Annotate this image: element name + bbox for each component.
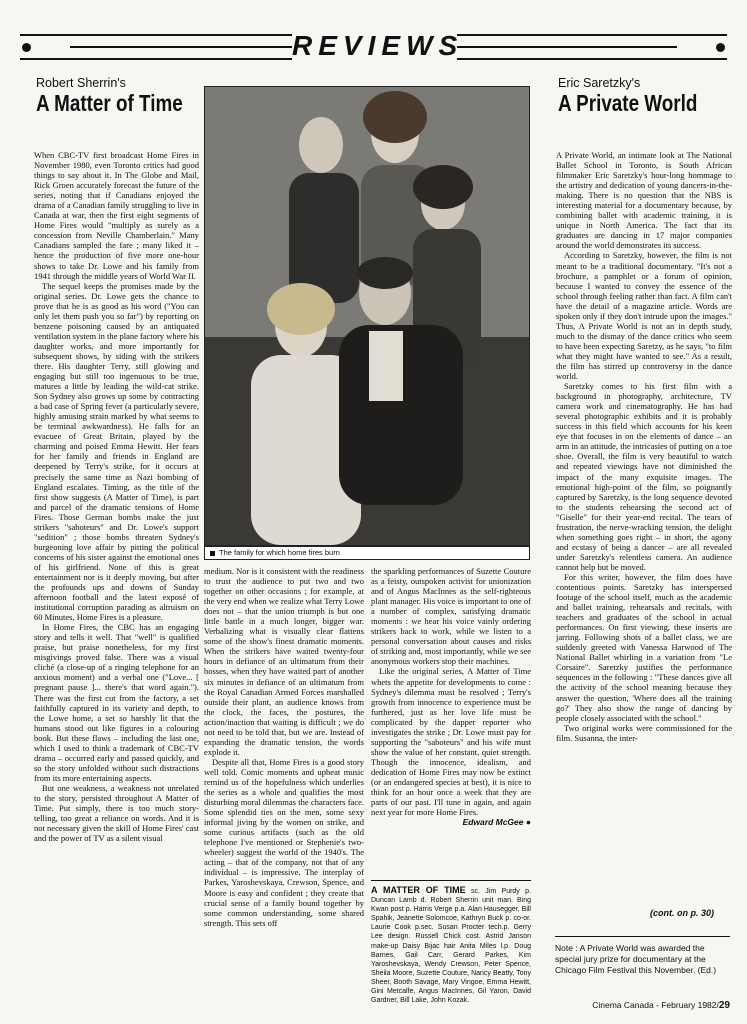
- footer-text: Cinema Canada - February 1982/: [592, 1000, 719, 1010]
- paragraph: Saretzky comes to his first film with a background in photography, architecture, TV camera work and cinematography. He has had several photographic exhibits and it is probably success in this field which accounts for his keen eye that focuses in on the elements of dance – an arm in an attitude, the intricasies of putting on a toe shoe. Overall, the film is very beautiful to watch and repeated viewings have not diminished the impact of the many exquisite images. The emotional high-point of the film, so poignantly captured by Saretzky, is the long sequence devoted to the students rehearsing the second act of "Giselle" for their year-end recital. The tears of frustration, the nerve-wracking tension, the delight when something goes right – in short, the agony and ecstasy of being a dancer – are all revealed under Saretzky's relentless camera. An audience cannot help but be moved.: [556, 381, 732, 572]
- right-column: [556, 150, 732, 902]
- left-byline: Robert Sherrin's: [36, 76, 126, 90]
- paragraph: The sequel keeps the promises made by the original series. Dr. Lowe gets the chance to prove that he is as good as his word ("You can only let them push you so far") by reporting on benzene poisoning caused by an antiquated ventilation system in the plane factory where his daughter works, and more importantly for subsequent shows, by siding with the strikers there. His daughter Terry, still glowing and engaging but still too ingenuous to be true, matures a little by leading the wild-cat strike. Son Sydney also grows up some by contracting a bad case of Spring fever (a particularly severe, highly amusing strain marked by what seems to be terminal awkwardness). He falls for an evacuee of Great Britain, played by the charming and poised Emma Hewitt. Her fears for her family and friends in England are deepened by Terry's strike, for it occurs at precisely the same time as Nazi bombing of England escalates. Timing, as the title of the first show suggests (A Matter of Time), is part and parcel of the dramatic tensions of Home Fires. Those German bombs make the just strikers "saboteurs" and Dr. Lowe's support "sedition" ; those bombs threaten Sydney's burgeoning love affair by pitting the political concerns of his sister against the emotional ones of his girlfriend. None of this is great entertainment nor is it deeply moving, but after the profounds ups and downs of Sunday afternoon football and the latest exposé of institutional corruption parading as altruism on 60 Minutes, Home Fires is a pleasure.: [34, 280, 199, 623]
- paragraph: Two original works were commissioned for the film. Susanna, the inter-: [556, 722, 732, 743]
- paragraph: According to Saretzky, however, the film is not meant to be a traditional documentary. "It's not a brochure, a pamphlet or a forum of opinion, because I wanted to convey the essence of the school through feeling rather than fact. A film can't have the detail of a magazine article. Words are spoken only if they don't intrude upon the images." Thus, A Private World is not an in depth study, much to the dismay of the dance critics who seem to have been expecting Saretzy, as he says, "to film what they might have wanted to see." As a result, the film has stirred up controversy in the dance world.: [556, 250, 732, 382]
- paragraph: Like the original series, A Matter of Time whets the appetite for developments to come : Sydney's dilemma must be resolved ; Terry's growth from innocence to experience must be furthered, just as her love life must be complicated by the dapper reporter who investigates the strike ; Dr. Lowe must pay for supporting the "saboteurs" and his wife must show the value of her constant, quiet strength. Though the innocence, idealism, and dedication of Home Fires may now be extinct (or an endangered species at best), it is nice to think for an hour once a week that they are parts of our past. I'll tune in again, and again next year for more Home Fires.: [371, 666, 531, 818]
- paragraph: In Home Fires, the CBC has an engaging story and tells it well. That "well" is qualified praise, but praise nonetheless, for my first misgivings proved false. There was a visual cliché (a close-up of a ringing telephone for an anxious moment) and a verbal one ("Love... [ pregnant pause ]... there's that word again."). There was the first cut from the factory, a set faithfully captured in its variety and depth, to the Lowe home, a set so harshly lit that the humans stood out like figures in a colouring book. But these flaws – including the last one, which I used to think a trademark of CBC-TV drama – occurred early and passed quickly, and so the story unfolded without such distractions from its more entertaining aspects.: [34, 622, 199, 783]
- continued-link: (cont. on p. 30): [650, 908, 714, 918]
- left-column-1: [34, 150, 199, 1008]
- paragraph: Despite all that, Home Fires is a good story well told. Comic moments and upbeat music remind us of the hopefulness which underlies the series as a whole and qualifies the most disturbing moral dilemmas the characters face. Some splendid ties on the men, some sexy informal jiving by the women on strike, and some curious artifacts (such as the old telephone I've mentioned or Stephenie's two-wheeler) suggest the world of the 1940's. The acting – that of the company, not that of any individual – is impressive. The interplay of Parkes, Yaroshevskaya, Crewson, Spence, and Moore is easy and confident ; they create that crucial sense of a family bound together by some common understanding, some shared strength. This sets off: [204, 756, 364, 928]
- family-photo-figures: [205, 87, 530, 546]
- left-column-3: [371, 566, 531, 876]
- right-byline: Eric Saretzky's: [558, 76, 641, 90]
- photo-caption-text: The family for which home fires burn: [219, 548, 340, 557]
- paragraph: A Private World, an intimate look at The National Ballet School in Toronto, is South African filmmaker Eric Saretzky's hour-long hommage to the artistry and dedication of young dancers-in-the-making. There is no question that the NBS is interesting material for a documentary because, by combining ballet with academic training, it is unique in North America. The fact that its graduates are dancing in 17 major companies around the world demonstrates its success.: [556, 150, 732, 251]
- page-number: 29: [718, 1000, 730, 1011]
- header-rule-mid-right: [460, 46, 677, 48]
- bullet-right-icon: [716, 43, 725, 52]
- photo-caption: [204, 546, 530, 560]
- bullet-left-icon: [22, 43, 31, 52]
- paragraph: medium. Nor is it consistent with the readiness to trust the audience to put two and two together on other occasions ; for example, at the very end when we realize what Terry Lowe does not – that the union triumph is but one little battle in a much longer, bigger war. Verbalizing what is visually clear flattens some of the show's finest dramatic moments. When the strikers have waited twenty-four hours in defiance of an ultimatum from their bosses, when they have waited part of another six minutes in defiance of an ultimatum from the Royal Canadian Armed Forces marshalled outside their plant, an audience knows from the clock, the faces, the postures, the action/inaction that waiting is difficult ; we do not need to be told that, but we are. Instead of expanding the dramatic tension, the words explode it.: [204, 566, 364, 757]
- editor-note: Note : A Private World was awarded the special jury prize for documentary at the Chicago Film Festival this November. (Ed.): [555, 936, 730, 976]
- credits-block: [371, 880, 531, 1005]
- family-photo: [204, 86, 530, 546]
- section-title: REVIEWS: [292, 30, 464, 61]
- caption-bullet-icon: [210, 551, 215, 556]
- credits-text: sc. Jim Purdy p. Duncan Lamb d. Robert Sherrin unit man. Bing Kwan post p. Harris Verge p.a. Alan Hausegger, Bill Spahik, Jeanette Solomcoe, Kathryn Buck p. co-or. Laurie Cook p.sec. Susan Procter tech.p. Gerry Lee design. Russell Chick cost. Astrid Janson make-up Daisy Bijac hair Anita Miles l.p. Doug Barnes, Gail Carr, Gerard Parkes, Kim Yaroshevskaya, Wendy Crewson, Peter Spence, Sheila Moore, Suzette Couture, Nancy Beatty, Tony Sheer, Booth Savage, Mary Vingoe, Emma Hewitt, Gini Metcalfe, Angus MacInnes, Gil Yaron, David Gardner, Bill Lake, John Kozak.: [371, 888, 531, 1005]
- page-footer: [555, 1000, 730, 1011]
- left-headline: A Matter of Time: [36, 90, 183, 116]
- right-headline: A Private World: [558, 90, 698, 116]
- left-column-2: [204, 566, 364, 1008]
- paragraph: But one weakness, a weakness not unrelated to the story, persisted throughout A Matter of Time. Put simply, there is too much story-telling, too great a reliance on words. And it is not necessary given the skill of Home Fires' cast and the power of TV as a silent visual: [34, 782, 199, 844]
- author-signature: Edward McGee ●: [462, 817, 531, 828]
- paragraph: the sparkling performances of Suzette Couture as a feisty, outspoken activist for unionization and of Angus MacInnes as the self-righteous plant manager. His voice is important to one of a number of complex, satisfying dramatic moments : we hear his voice vainly ordering strikers back to work, while we listen to a personal conversation about causes and risks of striking and, most importantly, while we see anonymous workers stop their machines.: [371, 566, 531, 667]
- credits-title: A MATTER OF TIME: [371, 885, 466, 895]
- paragraph: When CBC-TV first broadcast Home Fires in November 1980, even Toronto critics had good things to say about it. In The Globe and Mail, Rick Groen accurately forecast the future of the series, noting that if Canadians enjoyed the drama of a Canadian family struggling to live in Canada at war, then the first eight segments of Home Fires would "multiply as surely as a concession from Neville Chamberlain." Many Canadians sampled the fare ; many liked it – hence the production of five more one-hour shows to take Dr. Lowe and his family from 1941 through the middle years of World War II.: [34, 150, 199, 281]
- paragraph: For this writer, however, the film does have contentious points. Saretzky has interspersed footage of the school itself, much as the academic and ballet training, rehearsals and recitals, with teachers and graduates of the school in actual performances. On first viewing, these inserts are jarring. Following shots of a ballet class, we are suddenly greeted with Vanessa Harwood of The National Ballet whirling in a variation from "Le Corsaire". Saretzky justifies the performance sequences in the following : "These dances give all the activity of the school meaning because they answer the question, 'Where does all the training go?' They also show the range of dancing by people closely associated with the school.": [556, 571, 732, 723]
